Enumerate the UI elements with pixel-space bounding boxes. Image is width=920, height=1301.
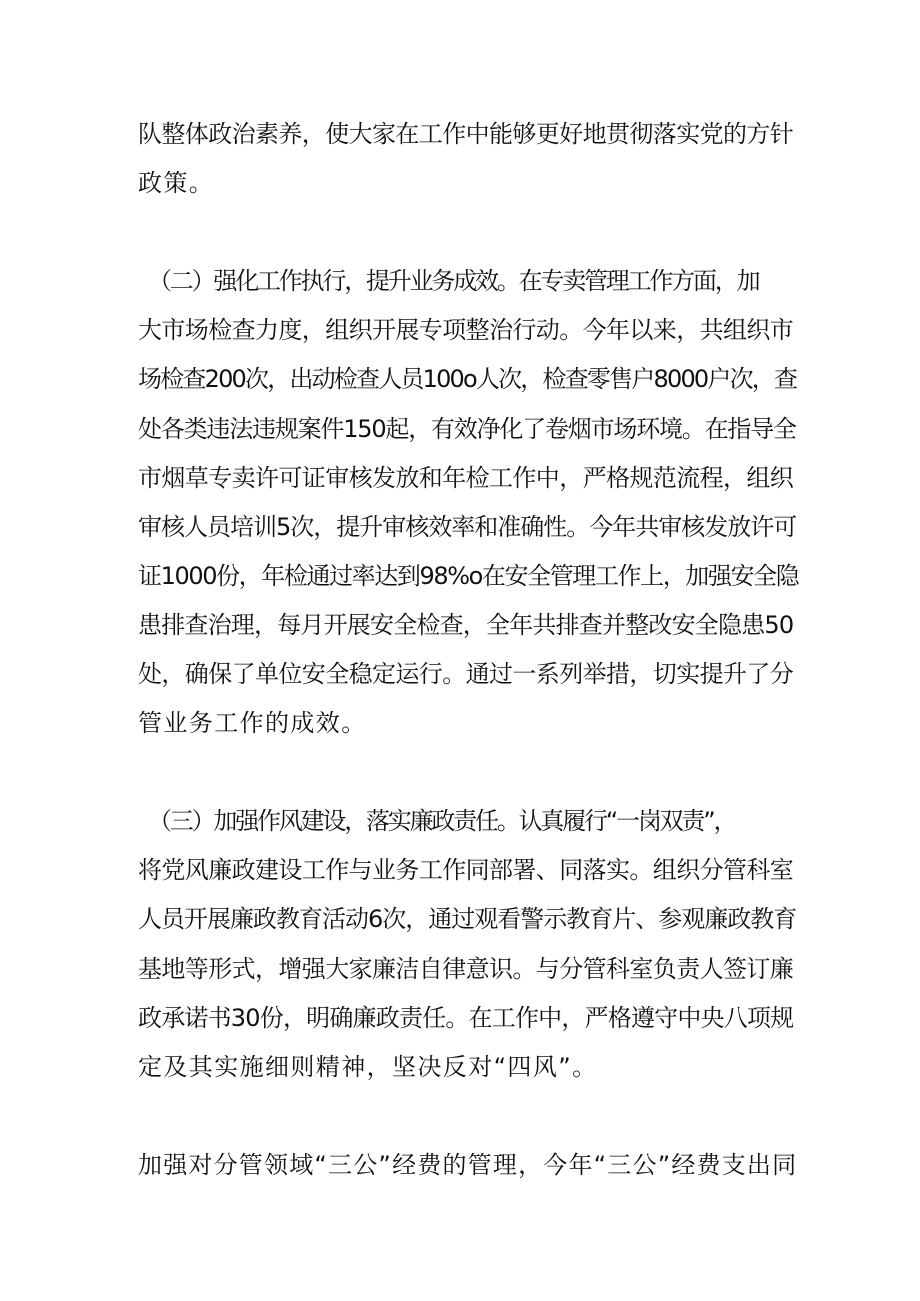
text-line: 将党风廉政建设工作与业务工作同部署、同落实。组织分管科室 — [138, 856, 794, 884]
text-line: 政承诺书30份，明确廉政责任。在工作中，严格遵守中央八项规 — [138, 1004, 794, 1032]
text-line: 管业务工作的成效。 — [138, 709, 367, 737]
text-line: 加强对分管领域“三公”经费的管理，今年“三公”经费支出同 — [138, 1151, 798, 1179]
text-line: 处各类违法违规案件150起，有效净化了卷烟市场环境。在指导全 — [138, 415, 796, 443]
text-line: 患排查治理，每月开展安全检查，全年共排查并整改安全隐患50 — [138, 611, 794, 639]
text-line: 证1000份，年检通过率达到98%o在安全管理工作上，加强安全隐 — [138, 562, 799, 590]
text-line: 场检查200次，出动检查人员100o人次，检查零售户8000户次，查 — [138, 365, 797, 393]
text-line: 政策。 — [138, 169, 215, 197]
text-line: 大市场检查力度，组织开展专项整治行动。今年以来，共组织市 — [138, 316, 794, 344]
section-two-heading-line: （二）强化工作执行，提升业务成效。在专卖管理工作方面，加 — [148, 267, 759, 295]
text-line: 队整体政治素养，使大家在工作中能够更好地贯彻落实党的方针 — [138, 120, 794, 148]
text-line: 基地等形式，增强大家廉洁自律意识。与分管科室负责人签订廉 — [138, 955, 794, 983]
text-line: 审核人员培训5次，提升审核效率和准确性。今年共审核发放许可 — [138, 513, 797, 541]
text-line: 定及其实施细则精神，坚决反对“四风”。 — [138, 1053, 598, 1081]
text-line: 市烟草专卖许可证审核发放和年检工作中，严格规范流程，组织 — [138, 464, 794, 492]
text-line: 处，确保了单位安全稳定运行。通过一系列举措，切实提升了分 — [138, 660, 794, 688]
section-three-heading-line: （三）加强作风建设，落实廉政责任。认真履行“一岗双责”， — [148, 807, 736, 835]
text-line: 人员开展廉政教育活动6次，通过观看警示教育片、参观廉政教育 — [138, 905, 797, 933]
